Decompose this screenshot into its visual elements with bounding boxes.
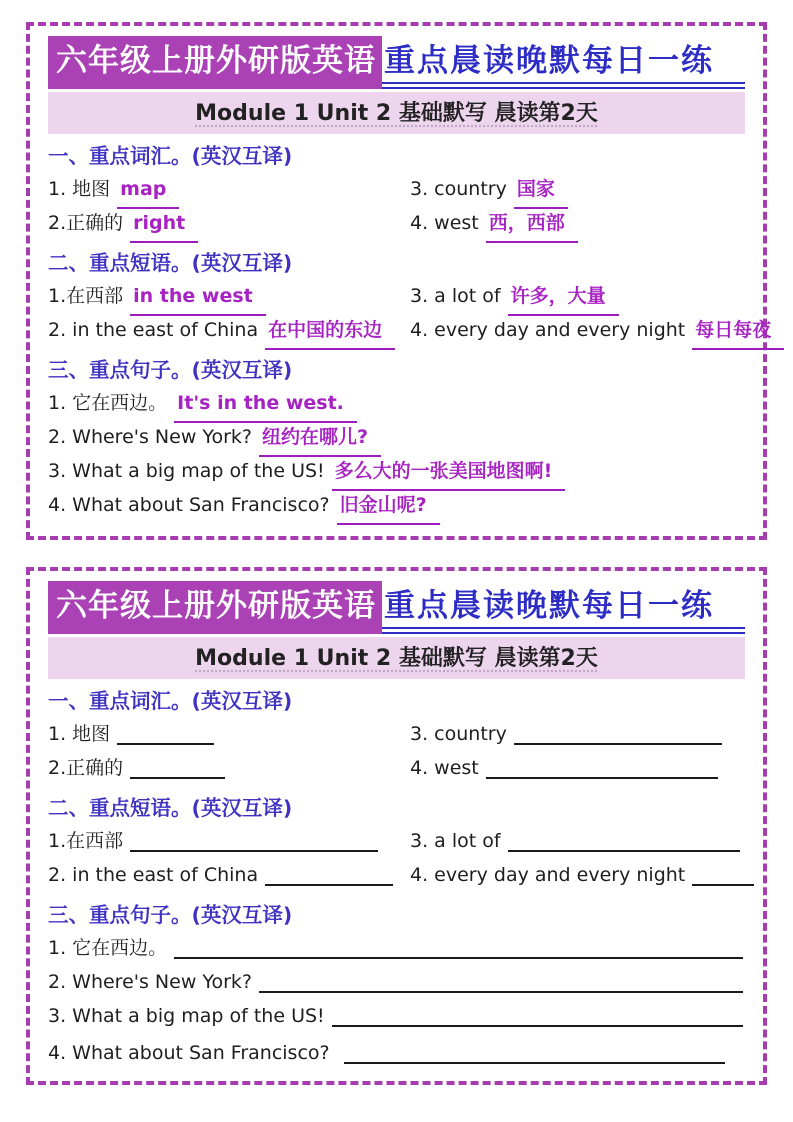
answer-text: It's in the west. [174, 387, 357, 423]
phrase-item [410, 280, 784, 314]
item-label: 3. What a big map of the US! [48, 460, 325, 482]
title-rest: 重点晨读晚默每日一练 [382, 581, 745, 634]
answer-blank [486, 777, 718, 779]
vocab-item [410, 718, 745, 752]
item-label: 3. country [410, 723, 507, 745]
vocab-item [48, 752, 410, 786]
sentence-item [48, 455, 745, 489]
item-label: 1. 地图 [48, 178, 111, 200]
answer-blank [508, 850, 740, 852]
item-label: 2. in the east of China [48, 319, 259, 341]
item-label: 2. in the east of China [48, 864, 259, 886]
item-label: 3. country [410, 178, 507, 200]
sentence-item [48, 966, 745, 1000]
item-label: 2. Where's New York? [48, 426, 253, 448]
section-vocabulary [48, 688, 745, 786]
item-label: 3. a lot of [410, 830, 501, 852]
answer-blank [130, 850, 378, 852]
item-label: 1. 它在西边。 [48, 392, 168, 414]
subtitle-text: Module 1 Unit 2 基础默写 晨读第2天 [195, 101, 598, 126]
section-heading: 三、重点句子。(英汉互译) [48, 358, 293, 382]
phrase-item [410, 859, 754, 893]
vocab-item [410, 207, 745, 241]
sentence-item [48, 489, 745, 523]
answer-text: map [117, 173, 179, 209]
sentence-item [48, 387, 745, 421]
answer-text: in the west [130, 280, 266, 316]
phrase-item [48, 825, 410, 859]
phrase-item [48, 280, 410, 314]
answer-blank [265, 884, 393, 886]
item-label: 2.正确的 [48, 757, 124, 779]
section-vocabulary [48, 143, 745, 241]
item-label: 3. a lot of [410, 285, 501, 307]
header-title [48, 36, 745, 89]
sentence-item [48, 932, 745, 966]
item-label: 3. What a big map of the US! [48, 1005, 325, 1027]
section-sentences [48, 357, 745, 523]
item-label: 1.在西部 [48, 285, 124, 307]
title-highlight: 六年级上册外研版英语 [48, 36, 382, 89]
answer-text: 纽约在哪儿? [259, 421, 381, 457]
item-label: 2. Where's New York? [48, 971, 253, 993]
item-label: 4. every day and every night [410, 319, 686, 341]
answer-blank [117, 743, 214, 745]
answer-text: 旧金山呢? [337, 489, 440, 525]
item-label: 2.正确的 [48, 212, 124, 234]
answer-text: 多么大的一张美国地图啊! [332, 455, 566, 491]
item-label: 1. 它在西边。 [48, 937, 168, 959]
subtitle-bar [48, 92, 745, 134]
answer-blank [344, 1062, 725, 1064]
section-heading: 二、重点短语。(英汉互译) [48, 796, 293, 820]
answer-blank [514, 743, 722, 745]
title-rest: 重点晨读晚默每日一练 [382, 36, 745, 89]
item-label: 4. every day and every night [410, 864, 686, 886]
worksheet-answered [26, 22, 772, 540]
subtitle-bar [48, 637, 745, 679]
vocab-item [48, 718, 410, 752]
section-sentences [48, 902, 745, 1071]
answer-blank [130, 777, 225, 779]
answer-blank [692, 884, 754, 886]
phrase-item [410, 825, 754, 859]
section-heading: 三、重点句子。(英汉互译) [48, 903, 293, 927]
item-label: 4. west [410, 212, 479, 234]
answer-blank [259, 991, 743, 993]
answer-text: 在中国的东边 [265, 314, 395, 350]
phrase-item [410, 314, 784, 348]
title-highlight: 六年级上册外研版英语 [48, 581, 382, 634]
sentence-item [48, 421, 745, 455]
vocab-item [410, 752, 745, 786]
worksheet-blank [26, 567, 767, 1085]
vocab-item [48, 173, 410, 207]
item-label: 4. west [410, 757, 479, 779]
vocab-item [410, 173, 745, 207]
subtitle-text: Module 1 Unit 2 基础默写 晨读第2天 [195, 646, 598, 671]
vocab-item [48, 207, 410, 241]
answer-text: 国家 [514, 173, 568, 209]
phrase-item [48, 859, 410, 893]
section-phrases [48, 250, 772, 348]
answer-blank [332, 1025, 743, 1027]
item-label: 4. What about San Francisco? [48, 494, 330, 516]
sentence-item [48, 1037, 745, 1071]
section-heading: 一、重点词汇。(英汉互译) [48, 689, 293, 713]
header-title [48, 581, 745, 634]
answer-text: 许多，大量 [508, 280, 619, 316]
phrase-item [48, 314, 410, 348]
answer-text: 每日每夜 [692, 314, 784, 350]
section-heading: 一、重点词汇。(英汉互译) [48, 144, 293, 168]
item-label: 1. 地图 [48, 723, 111, 745]
sentence-item [48, 1000, 745, 1034]
answer-blank [174, 957, 743, 959]
item-label: 1.在西部 [48, 830, 124, 852]
answer-text: right [130, 207, 198, 243]
section-heading: 二、重点短语。(英汉互译) [48, 251, 293, 275]
item-label: 4. What about San Francisco? [48, 1042, 330, 1064]
answer-text: 西，西部 [486, 207, 578, 243]
section-phrases [48, 795, 745, 893]
